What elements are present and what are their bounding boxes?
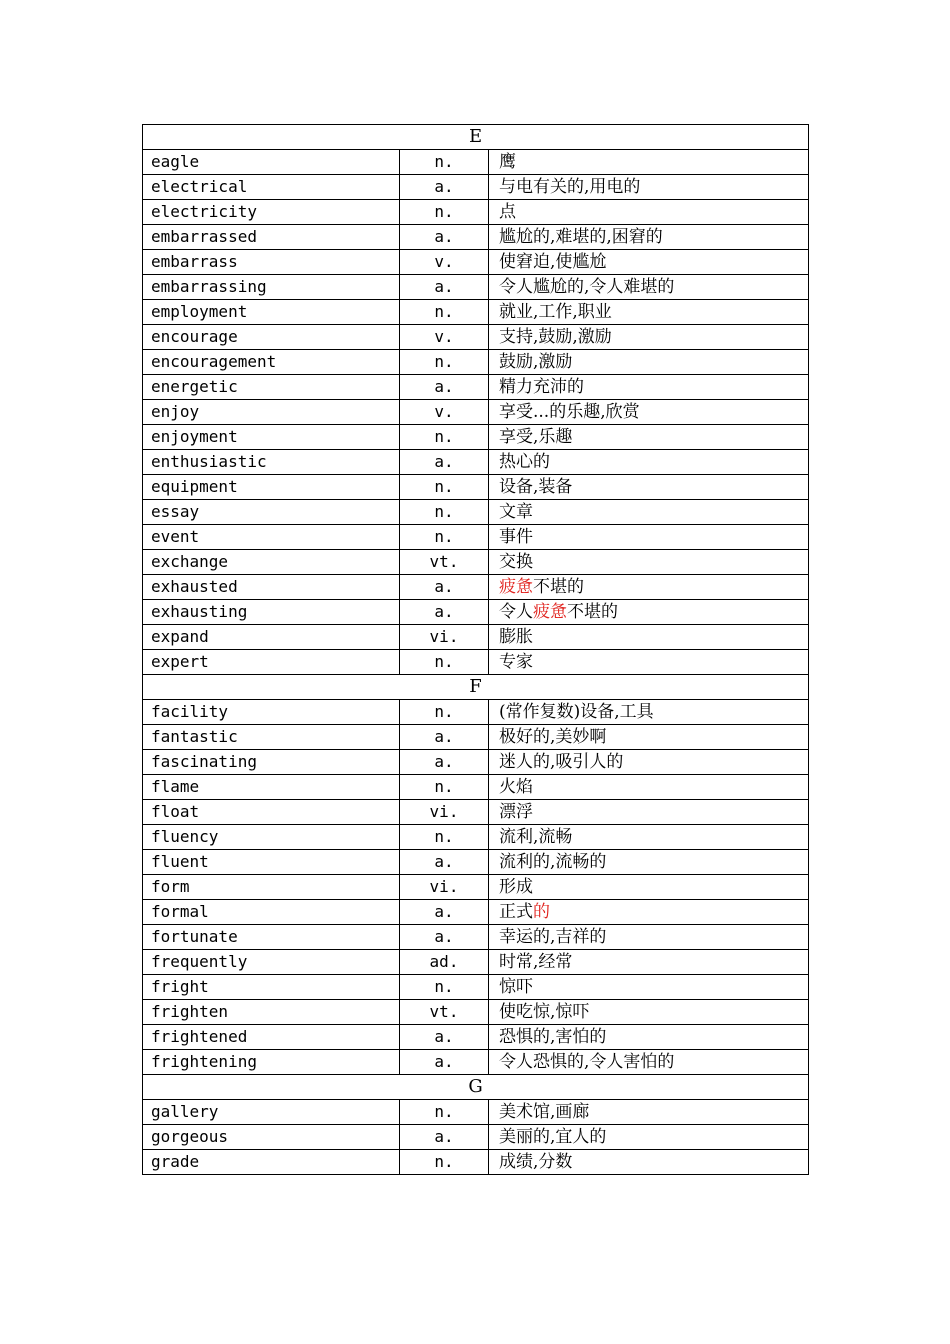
definition-text: 成绩,分数 [499,1152,573,1172]
table-row [143,325,809,350]
part-of-speech-cell: a. [400,1050,489,1075]
table-row [143,525,809,550]
part-of-speech-cell: a. [400,575,489,600]
part-of-speech-cell: n. [400,700,489,725]
part-of-speech-cell: ad. [400,950,489,975]
table-row [143,700,809,725]
definition-text: 尴尬的,难堪的,困窘的 [499,227,663,247]
word-cell: embarrass [143,250,400,275]
definition-cell [489,550,809,575]
word-cell: formal [143,900,400,925]
table-row [143,575,809,600]
definition-text: 迷人的,吸引人的 [499,752,624,772]
word-cell: frequently [143,950,400,975]
definition-cell [489,700,809,725]
word-cell: exhausted [143,575,400,600]
definition-text: 文章 [499,502,533,522]
definition-cell [489,850,809,875]
definition-cell [489,525,809,550]
table-row [143,850,809,875]
definition-cell [489,475,809,500]
table-row [143,925,809,950]
table-row [143,450,809,475]
word-cell: enjoy [143,400,400,425]
table-row [143,275,809,300]
definition-text: 令人恐惧的,令人害怕的 [499,1052,675,1072]
word-cell: fascinating [143,750,400,775]
highlighted-text: 疲惫 [533,602,567,622]
part-of-speech-cell: n. [400,150,489,175]
word-cell: frighten [143,1000,400,1025]
word-cell: grade [143,1150,400,1175]
highlighted-text: 的 [533,902,550,922]
table-row [143,1025,809,1050]
definition-cell [489,600,809,625]
definition-cell [489,425,809,450]
word-cell: fluency [143,825,400,850]
table-row [143,1150,809,1175]
definition-text: 形成 [499,877,533,897]
definition-cell [489,350,809,375]
part-of-speech-cell: n. [400,975,489,1000]
definition-cell [489,925,809,950]
highlighted-text: 疲惫 [499,577,533,597]
table-row [143,650,809,675]
definition-text: 专家 [499,652,533,672]
definition-cell [489,200,809,225]
table-row [143,825,809,850]
word-cell: employment [143,300,400,325]
definition-cell [489,950,809,975]
definition-text: 精力充沛的 [499,377,584,397]
table-row [143,350,809,375]
table-row [143,375,809,400]
definition-text: 就业,工作,职业 [499,302,612,322]
table-row [143,400,809,425]
definition-text: 极好的,美妙啊 [499,727,607,747]
definition-text: 流利的,流畅的 [499,852,607,872]
part-of-speech-cell: vi. [400,625,489,650]
word-cell: exchange [143,550,400,575]
definition-text: 交换 [499,552,533,572]
part-of-speech-cell: a. [400,850,489,875]
part-of-speech-cell: v. [400,400,489,425]
part-of-speech-cell: a. [400,450,489,475]
definition-text: 支持,鼓励,激励 [499,327,612,347]
definition-text: 不堪的 [533,577,584,597]
word-cell: enthusiastic [143,450,400,475]
part-of-speech-cell: a. [400,1125,489,1150]
word-cell: form [143,875,400,900]
word-cell: expand [143,625,400,650]
word-cell: event [143,525,400,550]
table-row [143,1000,809,1025]
word-cell: energetic [143,375,400,400]
part-of-speech-cell: n. [400,775,489,800]
word-cell: facility [143,700,400,725]
definition-cell [489,1050,809,1075]
definition-text: 美术馆,画廊 [499,1102,590,1122]
table-row [143,750,809,775]
definition-text: (常作复数)设备,工具 [499,702,654,722]
definition-cell [489,175,809,200]
section-header-row [143,675,809,700]
part-of-speech-cell: vi. [400,875,489,900]
definition-text: 幸运的,吉祥的 [499,927,607,947]
definition-text: 流利,流畅 [499,827,573,847]
definition-cell [489,1100,809,1125]
section-letter: E [143,125,809,150]
word-cell: embarrassing [143,275,400,300]
word-cell: fantastic [143,725,400,750]
definition-cell [489,725,809,750]
word-cell: essay [143,500,400,525]
definition-text: 鼓励,激励 [499,352,573,372]
word-cell: flame [143,775,400,800]
table-row [143,950,809,975]
definition-cell [489,1125,809,1150]
word-cell: float [143,800,400,825]
table-row [143,775,809,800]
part-of-speech-cell: n. [400,300,489,325]
word-cell: encouragement [143,350,400,375]
word-cell: fortunate [143,925,400,950]
section-header-row [143,1075,809,1100]
table-row [143,875,809,900]
definition-cell [489,300,809,325]
word-cell: expert [143,650,400,675]
part-of-speech-cell: a. [400,275,489,300]
definition-cell [489,875,809,900]
table-row [143,250,809,275]
part-of-speech-cell: n. [400,1100,489,1125]
table-row [143,225,809,250]
vocabulary-table [142,124,809,1175]
part-of-speech-cell: a. [400,375,489,400]
part-of-speech-cell: a. [400,725,489,750]
definition-cell [489,575,809,600]
part-of-speech-cell: n. [400,525,489,550]
definition-text: 点 [499,202,516,222]
definition-cell [489,450,809,475]
part-of-speech-cell: a. [400,750,489,775]
definition-text: 时常,经常 [499,952,573,972]
part-of-speech-cell: n. [400,350,489,375]
definition-text: 不堪的 [567,602,618,622]
table-row [143,175,809,200]
table-row [143,500,809,525]
table-row [143,900,809,925]
part-of-speech-cell: a. [400,900,489,925]
definition-text: 漂浮 [499,802,533,822]
definition-text: 享受...的乐趣,欣赏 [499,402,640,422]
section-letter: G [143,1075,809,1100]
table-row [143,425,809,450]
definition-cell [489,825,809,850]
table-row [143,800,809,825]
part-of-speech-cell: v. [400,325,489,350]
definition-cell [489,325,809,350]
definition-text: 鹰 [499,152,516,172]
table-row [143,300,809,325]
word-cell: equipment [143,475,400,500]
table-row [143,150,809,175]
definition-cell [489,1025,809,1050]
definition-text: 正式 [499,902,533,922]
definition-cell [489,1000,809,1025]
word-cell: gallery [143,1100,400,1125]
part-of-speech-cell: n. [400,825,489,850]
definition-cell [489,375,809,400]
part-of-speech-cell: n. [400,500,489,525]
part-of-speech-cell: n. [400,1150,489,1175]
definition-text: 惊吓 [499,977,533,997]
definition-text: 美丽的,宜人的 [499,1127,607,1147]
part-of-speech-cell: vi. [400,800,489,825]
part-of-speech-cell: a. [400,600,489,625]
part-of-speech-cell: a. [400,925,489,950]
definition-cell [489,625,809,650]
part-of-speech-cell: n. [400,650,489,675]
definition-cell [489,650,809,675]
table-row [143,475,809,500]
definition-cell [489,150,809,175]
part-of-speech-cell: a. [400,1025,489,1050]
definition-text: 令人 [499,602,533,622]
word-cell: gorgeous [143,1125,400,1150]
definition-text: 与电有关的,用电的 [499,177,641,197]
part-of-speech-cell: vt. [400,1000,489,1025]
part-of-speech-cell: v. [400,250,489,275]
definition-text: 事件 [499,527,533,547]
table-row [143,600,809,625]
section-letter: F [143,675,809,700]
definition-cell [489,225,809,250]
vocabulary-table-body [143,125,809,1175]
definition-text: 膨胀 [499,627,533,647]
word-cell: embarrassed [143,225,400,250]
definition-text: 恐惧的,害怕的 [499,1027,607,1047]
word-cell: electrical [143,175,400,200]
definition-cell [489,400,809,425]
part-of-speech-cell: n. [400,475,489,500]
word-cell: frightened [143,1025,400,1050]
table-row [143,725,809,750]
definition-text: 享受,乐趣 [499,427,573,447]
part-of-speech-cell: n. [400,200,489,225]
table-row [143,975,809,1000]
word-cell: fright [143,975,400,1000]
definition-text: 使窘迫,使尴尬 [499,252,607,272]
table-row [143,550,809,575]
section-header-row [143,125,809,150]
definition-cell [489,975,809,1000]
definition-cell [489,500,809,525]
definition-cell [489,800,809,825]
definition-text: 热心的 [499,452,550,472]
part-of-speech-cell: vt. [400,550,489,575]
definition-text: 使吃惊,惊吓 [499,1002,590,1022]
table-row [143,1050,809,1075]
definition-text: 设备,装备 [499,477,573,497]
word-cell: frightening [143,1050,400,1075]
part-of-speech-cell: n. [400,425,489,450]
definition-cell [489,250,809,275]
word-cell: fluent [143,850,400,875]
part-of-speech-cell: a. [400,175,489,200]
word-cell: enjoyment [143,425,400,450]
definition-cell [489,275,809,300]
definition-text: 令人尴尬的,令人难堪的 [499,277,675,297]
table-row [143,1100,809,1125]
word-cell: encourage [143,325,400,350]
definition-cell [489,900,809,925]
table-row [143,625,809,650]
word-cell: electricity [143,200,400,225]
definition-cell [489,1150,809,1175]
word-cell: eagle [143,150,400,175]
table-row [143,200,809,225]
part-of-speech-cell: a. [400,225,489,250]
word-cell: exhausting [143,600,400,625]
definition-cell [489,750,809,775]
definition-text: 火焰 [499,777,533,797]
definition-cell [489,775,809,800]
table-row [143,1125,809,1150]
